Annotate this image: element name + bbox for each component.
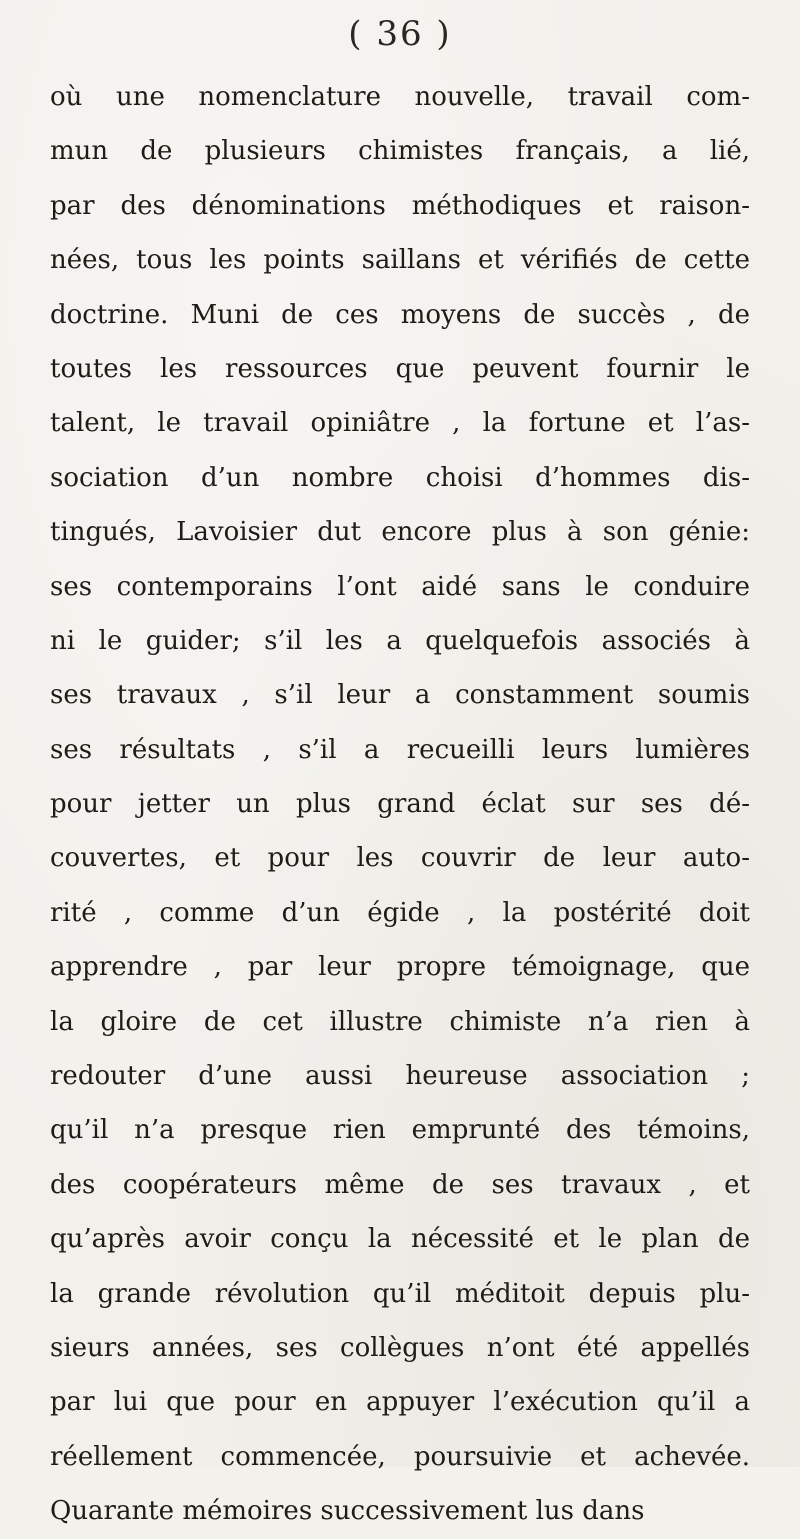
text-line: nées, tous les points saillans et vérifiés de cette: [50, 245, 750, 276]
text-line: sieurs années, ses collègues n’ont été appellés: [50, 1332, 750, 1363]
text-line: pour jetter un plus grand éclat sur ses dé-: [50, 789, 750, 820]
page-number: ( 36 ): [348, 14, 452, 54]
text-line: sociation d’un nombre choisi d’hommes dis-: [50, 462, 750, 493]
text-line: où une nomenclature nouvelle, travail com-: [50, 82, 750, 112]
text-line: qu’il n’a presque rien emprunté des témoins,: [50, 1115, 750, 1146]
text-line: la grande révolution qu’il méditoit depuis plu-: [50, 1278, 750, 1309]
text-line: apprendre , par leur propre témoignage, que: [50, 952, 750, 983]
text-line: la gloire de cet illustre chimiste n’a rien à: [50, 1006, 750, 1037]
text-line: par lui que pour en appuyer l’exécution qu’il a: [50, 1387, 750, 1418]
text-line: tingués, Lavoisier dut encore plus à son génie:: [50, 517, 750, 548]
text-line: doctrine. Muni de ces moyens de succès , de: [50, 299, 750, 330]
text-line: par des dénominations méthodiques et raison-: [50, 190, 750, 221]
text-line: couvertes, et pour les couvrir de leur auto-: [50, 843, 750, 874]
text-line: ses travaux , s’il leur a constamment soumis: [50, 680, 750, 711]
text-line: mun de plusieurs chimistes français, a lié,: [50, 136, 750, 167]
text-line: Quarante mémoires successivement lus dans: [50, 1496, 645, 1527]
text-line: ses contemporains l’ont aidé sans le conduire: [50, 571, 750, 602]
text-line: des coopérateurs même de ses travaux , et: [50, 1169, 750, 1200]
text-line: talent, le travail opiniâtre , la fortune et l’as-: [50, 408, 750, 439]
text-line: rité , comme d’un égide , la postérité doit: [50, 897, 750, 928]
text-line: redouter d’une aussi heureuse association ;: [50, 1061, 750, 1092]
text-line: ni le guider; s’il les a quelquefois associés à: [50, 625, 750, 656]
body-text: [50, 70, 750, 1539]
text-line: ses résultats , s’il a recueilli leurs lumières: [50, 734, 750, 765]
text-line: qu’après avoir conçu la nécessité et le plan de: [50, 1224, 750, 1255]
text-line: toutes les ressources que peuvent fournir le: [50, 353, 750, 384]
text-line: réellement commencée, poursuivie et achevée.: [50, 1441, 750, 1472]
